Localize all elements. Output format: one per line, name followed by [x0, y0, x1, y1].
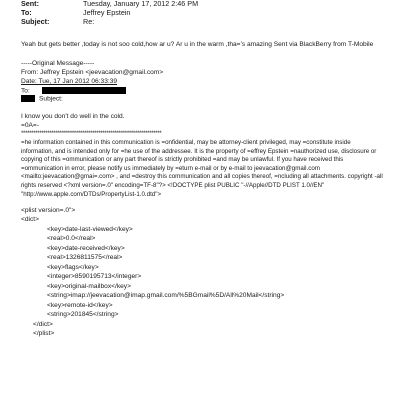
- subject-label: Subject:: [21, 17, 50, 26]
- to-label: To:: [21, 8, 32, 17]
- plist-entry: <key>date-last-viewed</key>: [47, 226, 133, 233]
- redaction-bar: [21, 95, 35, 102]
- dict-close: </dict>: [33, 321, 53, 328]
- disclaimer-text: =he information contained in this communication is =onfidential, may be attorney-client privileged, may =constitute inside information, and is intended only for =he use of the addressee. It is the property of =effrey Epstein =nauthorized use, disclosure or copying of this =ommunication or any part thereof is strictly prohibited =and may be unlawful. If you have received this =ommunication in error, please notify us immediately by =eturn e-mail or by e-mail to jeevacation@gmail.com <mailto:jeevacation@gmai=.com> , and =destroy this communication and all copies thereof, =ncluding all attachments. copyright -all rights reserved <?xml version=.0" encoding=TF-8"?> <!DOCTYPE plist PUBLIC "-//Apple//DTD PLIST 1.0//EN" "http://www.apple.com/DTDs/PropertyList-1.0.dtd">: [21, 139, 383, 198]
- plist-entry: <real>1326811575</real>: [47, 254, 123, 261]
- plist-entry: <integer>8590195713</integer>: [47, 273, 142, 280]
- plist-entry: <key>original-mailbox</key>: [47, 283, 131, 290]
- reply-text: Yeah but gets better ,today is not soo cold,how ar u? Ar u in the warm ,tha=’s amazing Sent via BlackBerry from T-Mobile: [21, 41, 374, 48]
- plist-entry: <key>remote-id</key>: [47, 302, 113, 309]
- original-from: From: Jeffrey Epstein <jeevacation@gmail.com>: [21, 69, 164, 76]
- message-line: =0A=-: [21, 122, 39, 129]
- plist-close: </plist>: [33, 330, 55, 337]
- plist-entry: <string>imap://jeevacation@imap.gmail.com/%5BGmail%5D/All%20Mail</string>: [47, 292, 285, 299]
- plist-entry: <key>date-received</key>: [47, 245, 125, 252]
- original-to-label: To:: [21, 87, 30, 95]
- sent-label: Sent:: [21, 0, 39, 8]
- original-divider: -----Original Message-----: [21, 60, 95, 67]
- original-subject-row: [21, 95, 63, 104]
- plist-open: <plist version=.0">: [21, 207, 76, 214]
- plist-entry: <string>201845</string>: [47, 311, 119, 318]
- plist-entry: <real>0.0</real>: [47, 235, 96, 242]
- original-date: Date: Tue, 17 Jan 2012 06:33:39: [21, 78, 118, 85]
- message-line: I know you don't do well in the cold.: [21, 113, 125, 120]
- to-value: Jeffrey Epstein: [83, 8, 131, 17]
- subject-value: Re:: [83, 17, 95, 26]
- stars-divider: *********************************************************************: [21, 131, 162, 137]
- original-subject-label: Subject:: [39, 95, 63, 103]
- plist-entry: <key>flags</key>: [47, 264, 99, 271]
- dict-open: <dict>: [21, 216, 39, 223]
- sent-value: Tuesday, January 17, 2012 2:46 PM: [83, 0, 199, 8]
- redaction-bar: [42, 87, 126, 94]
